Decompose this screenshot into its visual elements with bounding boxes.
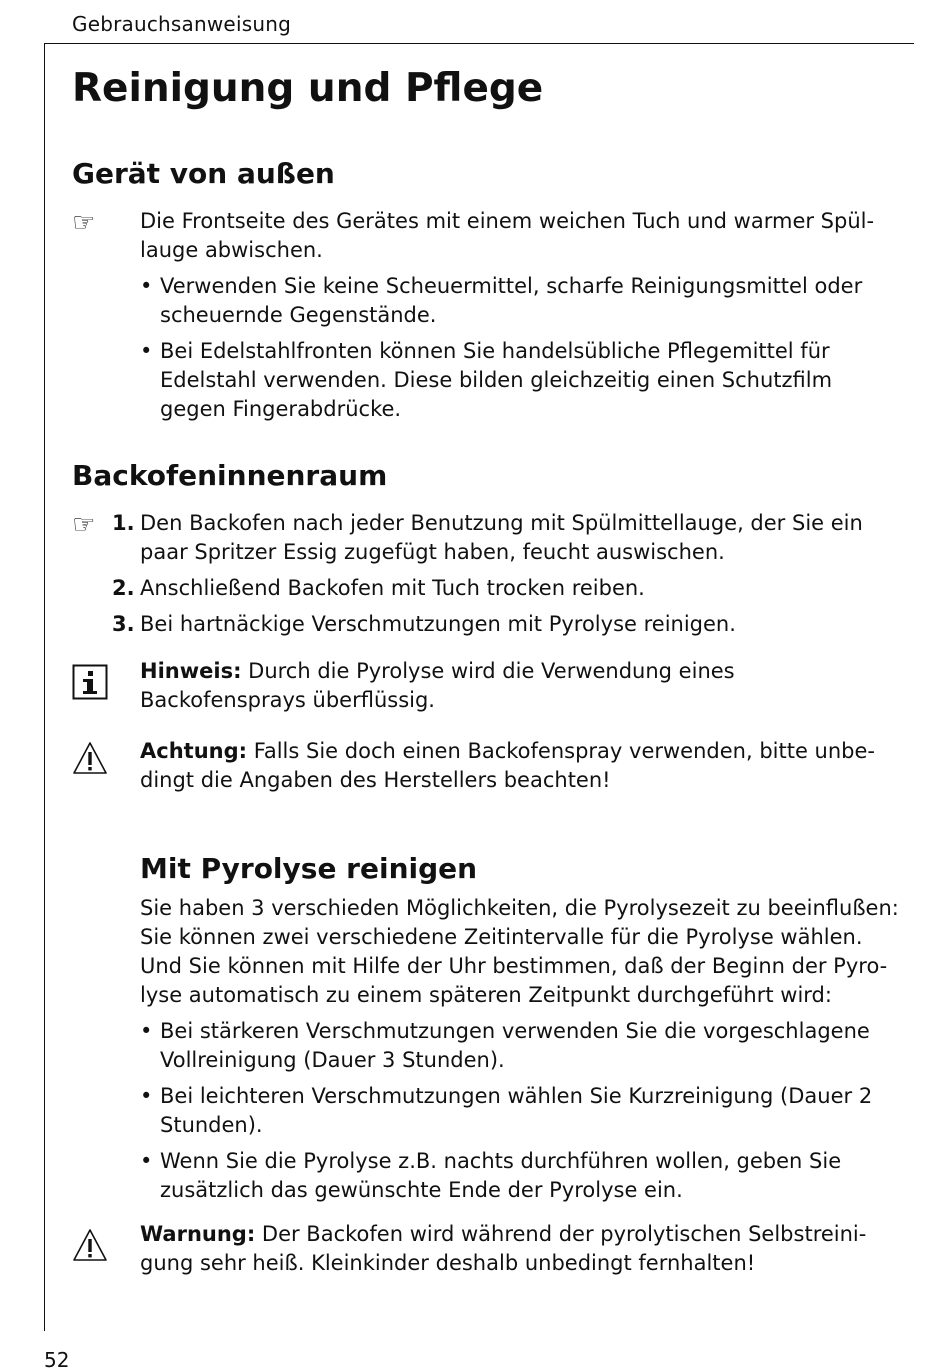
caution-text: Falls Sie doch einen Backofenspray verwenden, bitte unbe-dingt die Angaben des Herstellers beachten!: [140, 739, 876, 792]
list-item: • Bei Edelstahlfronten können Sie handelsübliche Pflegemittel für Edelstahl verwenden. Diese bilden gleichzeitig einen Schutzfilm gegen Fingerabdrücke.: [140, 337, 900, 424]
step-text: Den Backofen nach jeder Benutzung mit Spülmittellauge, der Sie ein paar Spritzer Essig zugefügt haben, feucht auswischen.: [140, 511, 863, 564]
note-label: Hinweis:: [140, 659, 242, 683]
list-item: • Bei stärkeren Verschmutzungen verwenden Sie die vorgeschlagene Vollreinigung (Dauer 3 Stunden).: [140, 1017, 900, 1075]
warning-label: Warnung:: [140, 1222, 256, 1246]
bullet-list: [140, 1017, 900, 1205]
list-item: • Bei leichteren Verschmutzungen wählen Sie Kurzreinigung (Dauer 2 Stunden).: [140, 1082, 900, 1140]
caution-block: [140, 737, 900, 795]
page-number: 52: [44, 1348, 70, 1372]
numbered-steps: [112, 509, 900, 639]
warning-triangle-icon: [72, 1227, 108, 1263]
list-item: • Wenn Sie die Pyrolyse z.B. nachts durchführen wollen, geben Sie zusätzlich das gewünschte Ende der Pyrolyse ein.: [140, 1147, 900, 1205]
step-text: Bei hartnäckige Verschmutzungen mit Pyrolyse reinigen.: [140, 612, 736, 636]
document-header-label: Gebrauchsanweisung: [72, 12, 291, 36]
page-title: Reinigung und Pflege: [72, 66, 544, 111]
note-text: Durch die Pyrolyse wird die Verwendung eines Backofensprays überflüssig.: [140, 659, 735, 712]
step-text: Anschließend Backofen mit Tuch trocken reiben.: [140, 576, 645, 600]
section-heading-exterior: Gerät von außen: [72, 157, 335, 190]
header-rule: [44, 43, 914, 44]
pointing-hand-icon: ☞: [72, 510, 96, 540]
warning-triangle-icon: [72, 740, 108, 776]
section-exterior-body: [140, 207, 900, 424]
list-item: [112, 509, 900, 567]
list-item: • Verwenden Sie keine Scheuermittel, scharfe Reinigungsmittel oder scheuernde Gegenstände.: [140, 272, 900, 330]
caution-label: Achtung:: [140, 739, 248, 763]
step-number: 1.: [112, 511, 135, 535]
bullet-list: [140, 272, 900, 424]
section-pyrolysis-body: [140, 894, 900, 1205]
section-heading-pyrolysis: Mit Pyrolyse reinigen: [140, 852, 478, 885]
note-block: [140, 657, 900, 715]
pointing-hand-icon: ☞: [72, 208, 96, 238]
list-item: [112, 610, 900, 639]
margin-rule: [44, 43, 45, 1331]
step-number: 3.: [112, 612, 135, 636]
list-item: [112, 574, 900, 603]
intro-paragraph: Sie haben 3 verschieden Möglichkeiten, die Pyrolysezeit zu beeinflußen: Sie können zwei verschiedene Zeitintervalle für die Pyrolyse wählen. Und Sie können mit Hilfe der Uhr bestimmen, daß der Beginn der Pyro-lyse automatisch zu einem späteren Zeitpunkt durchgeführt wird:: [140, 896, 899, 1007]
section-heading-interior: Backofeninnenraum: [72, 459, 388, 492]
section-interior-steps: [112, 509, 900, 639]
step-number: 2.: [112, 576, 135, 600]
info-icon: [72, 664, 108, 700]
warning-text: Der Backofen wird während der pyrolytischen Selbstreini-gung sehr heiß. Kleinkinder deshalb unbedingt fernhalten!: [140, 1222, 867, 1275]
instruction-step: Die Frontseite des Gerätes mit einem weichen Tuch und warmer Spül-lauge abwischen.: [140, 209, 875, 262]
warning-block: [140, 1220, 900, 1278]
